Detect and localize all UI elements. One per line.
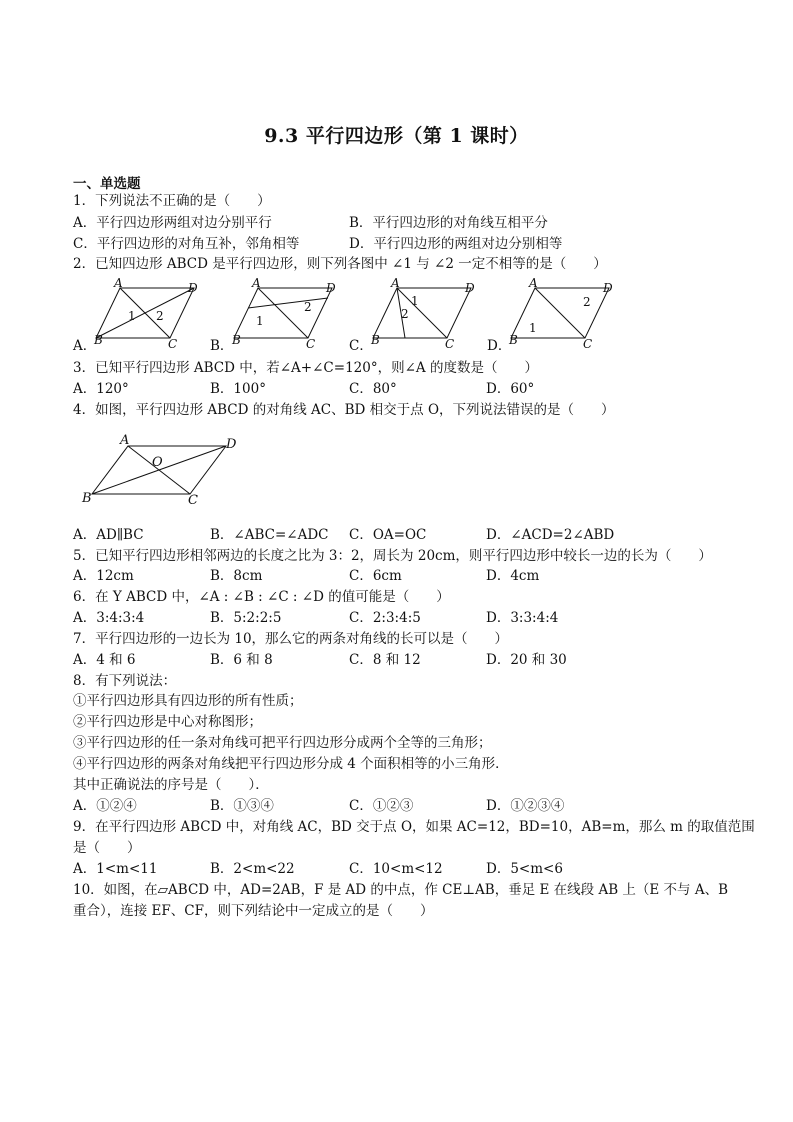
q7-option-d[interactable]: D．20 和 30: [486, 652, 567, 668]
q2c-label-2: 2: [401, 307, 409, 321]
q1-option-b[interactable]: B．平行四边形的对角线互相平分: [349, 215, 548, 231]
q2d-label-2: 2: [583, 295, 591, 309]
q6-options: [73, 609, 733, 627]
q6-stem: 6．在 Y ABCD 中，∠A : ∠B : ∠C : ∠D 的值可能是（ ）: [73, 589, 450, 605]
q1-options-row1: [73, 214, 733, 232]
q4-options: [73, 526, 733, 544]
q3-options: [73, 380, 733, 398]
q5-option-c[interactable]: C．6cm: [349, 568, 402, 584]
q2b-label-c: C: [306, 337, 316, 350]
q4-figure: [78, 432, 248, 510]
q1-option-d[interactable]: D．平行四边形的两组对边分别相等: [349, 236, 563, 252]
q2c-label-1: 1: [411, 294, 419, 308]
q2-option-a[interactable]: A．: [73, 338, 97, 354]
q2-option-d[interactable]: D．: [487, 338, 512, 354]
q10-stem-line2: 重合），连接 EF、CF，则下列结论中一定成立的是（ ）: [73, 903, 434, 919]
q4-option-a[interactable]: A．AD∥BC: [73, 527, 144, 543]
q2b-label-a: A: [252, 278, 261, 290]
q2c-label-a: A: [391, 278, 400, 290]
q9-option-d[interactable]: D．5<m<6: [486, 861, 563, 877]
q10-stem-line1: 10．如图，在▱ABCD 中，AD=2AB，F 是 AD 的中点，作 CE⊥AB，垂足 E 在线段 AB 上（E 不与 A、B: [73, 882, 729, 898]
q8-option-c[interactable]: C．①②③: [349, 798, 414, 814]
q8-item-4: ④平行四边形的两条对角线把平行四边形分成 4 个面积相等的小三角形．: [73, 756, 509, 772]
q2a-label-c: C: [168, 337, 178, 350]
q2-figure-a: [90, 278, 208, 350]
q8-item-2: ②平行四边形是中心对称图形；: [73, 714, 262, 730]
q2-figure-d: [505, 278, 623, 350]
q4-option-d[interactable]: D．∠ACD=2∠ABD: [486, 527, 615, 543]
q8-option-a[interactable]: A．①②④: [73, 798, 137, 814]
q4-option-b[interactable]: B．∠ABC=∠ADC: [210, 527, 329, 543]
q2d-label-b: B: [509, 333, 518, 347]
q4-option-c[interactable]: C．OA=OC: [349, 527, 427, 543]
q1-options-row2: [73, 235, 733, 253]
q2a-label-b: B: [94, 333, 103, 347]
q3-option-a[interactable]: A．120°: [73, 381, 129, 397]
q3-option-c[interactable]: C．80°: [349, 381, 397, 397]
q6-option-b[interactable]: B．5:2:2:5: [210, 610, 282, 626]
q4-stem: 4．如图，平行四边形 ABCD 的对角线 AC、BD 相交于点 O，下列说法错误的是（ ）: [73, 402, 615, 418]
q4-label-c: C: [188, 493, 198, 508]
q2-stem: 2．已知四边形 ABCD 是平行四边形，则下列各图中 ∠1 与 ∠2 一定不相等的是（ ）: [73, 256, 607, 272]
q2a-label-d: D: [188, 281, 198, 295]
q4-label-d: D: [226, 437, 237, 452]
q2-option-b[interactable]: B．: [210, 338, 234, 354]
q2d-label-c: C: [583, 337, 593, 350]
q6-option-c[interactable]: C．2:3:4:5: [349, 610, 421, 626]
q1-stem: 1．下列说法不正确的是（ ）: [73, 193, 271, 209]
q6-option-a[interactable]: A．3:4:3:4: [73, 610, 145, 626]
q4-label-b: B: [82, 491, 92, 506]
q6-option-d[interactable]: D．3:3:4:4: [486, 610, 559, 626]
q9-option-c[interactable]: C．10<m<12: [349, 861, 443, 877]
q7-option-a[interactable]: A．4 和 6: [73, 652, 136, 668]
q9-option-a[interactable]: A．1<m<11: [73, 861, 158, 877]
q8-ask: 其中正确说法的序号是（ ）．: [73, 777, 269, 793]
q3-stem: 3．已知平行四边形 ABCD 中，若∠A+∠C=120°，则∠A 的度数是（ ）: [73, 360, 538, 376]
q2b-label-b: B: [232, 333, 241, 347]
q3-option-d[interactable]: D．60°: [486, 381, 535, 397]
q9-stem-line1: 9．在平行四边形 ABCD 中，对角线 AC，BD 交于点 O，如果 AC=12，BD=10，AB=m，那么 m 的取值范围: [73, 819, 755, 835]
q2-figure-c: [367, 278, 485, 350]
q9-stem-line2: 是（ ）: [73, 840, 141, 856]
q2b-label-d: D: [326, 281, 336, 295]
q2b-label-2: 2: [304, 300, 312, 314]
q2b-label-1: 1: [256, 314, 264, 328]
q3-option-b[interactable]: B．100°: [210, 381, 266, 397]
q8-option-d[interactable]: D．①②③④: [486, 798, 565, 814]
q7-options: [73, 651, 733, 669]
q2a-label-1: 1: [128, 309, 136, 323]
q7-stem: 7．平行四边形的一边长为 10，那么它的两条对角线的长可以是（ ）: [73, 631, 509, 647]
q4-label-a: A: [120, 433, 130, 448]
q1-option-c[interactable]: C．平行四边形的对角互补，邻角相等: [73, 236, 300, 252]
q4-label-o: O: [152, 455, 163, 470]
q5-options: [73, 567, 733, 585]
q2d-label-a: A: [529, 278, 538, 290]
q2a-label-2: 2: [156, 309, 164, 323]
q1-option-a[interactable]: A．平行四边形两组对边分别平行: [73, 215, 272, 231]
q2c-label-d: D: [465, 281, 475, 295]
page-title: 9.3 平行四边形（第 1 课时）: [264, 125, 529, 147]
q9-option-b[interactable]: B．2<m<22: [210, 861, 295, 877]
q2-figure-b: [228, 278, 346, 350]
section-heading: 一、单选题: [73, 176, 141, 192]
q8-option-b[interactable]: B．①③④: [210, 798, 274, 814]
q7-option-b[interactable]: B．6 和 8: [210, 652, 273, 668]
q8-item-3: ③平行四边形的任一条对角线可把平行四边形分成两个全等的三角形；: [73, 735, 492, 751]
q9-options: [73, 860, 733, 878]
q5-option-d[interactable]: D．4cm: [486, 568, 540, 584]
q5-option-b[interactable]: B．8cm: [210, 568, 263, 584]
q8-options: [73, 797, 733, 815]
q5-stem: 5．已知平行四边形相邻两边的长度之比为 3：2，周长为 20cm，则平行四边形中较长一边的长为（ ）: [73, 548, 712, 564]
q5-option-a[interactable]: A．12cm: [73, 568, 134, 584]
q2c-label-b: B: [371, 333, 380, 347]
q2d-label-1: 1: [529, 321, 537, 335]
q2c-label-c: C: [445, 337, 455, 350]
q8-item-1: ①平行四边形具有四边形的所有性质；: [73, 693, 303, 709]
q2a-label-a: A: [114, 278, 123, 290]
q2-option-c[interactable]: C．: [349, 338, 373, 354]
q2d-label-d: D: [603, 281, 613, 295]
q7-option-c[interactable]: C．8 和 12: [349, 652, 421, 668]
q8-stem: 8．有下列说法：: [73, 673, 177, 689]
